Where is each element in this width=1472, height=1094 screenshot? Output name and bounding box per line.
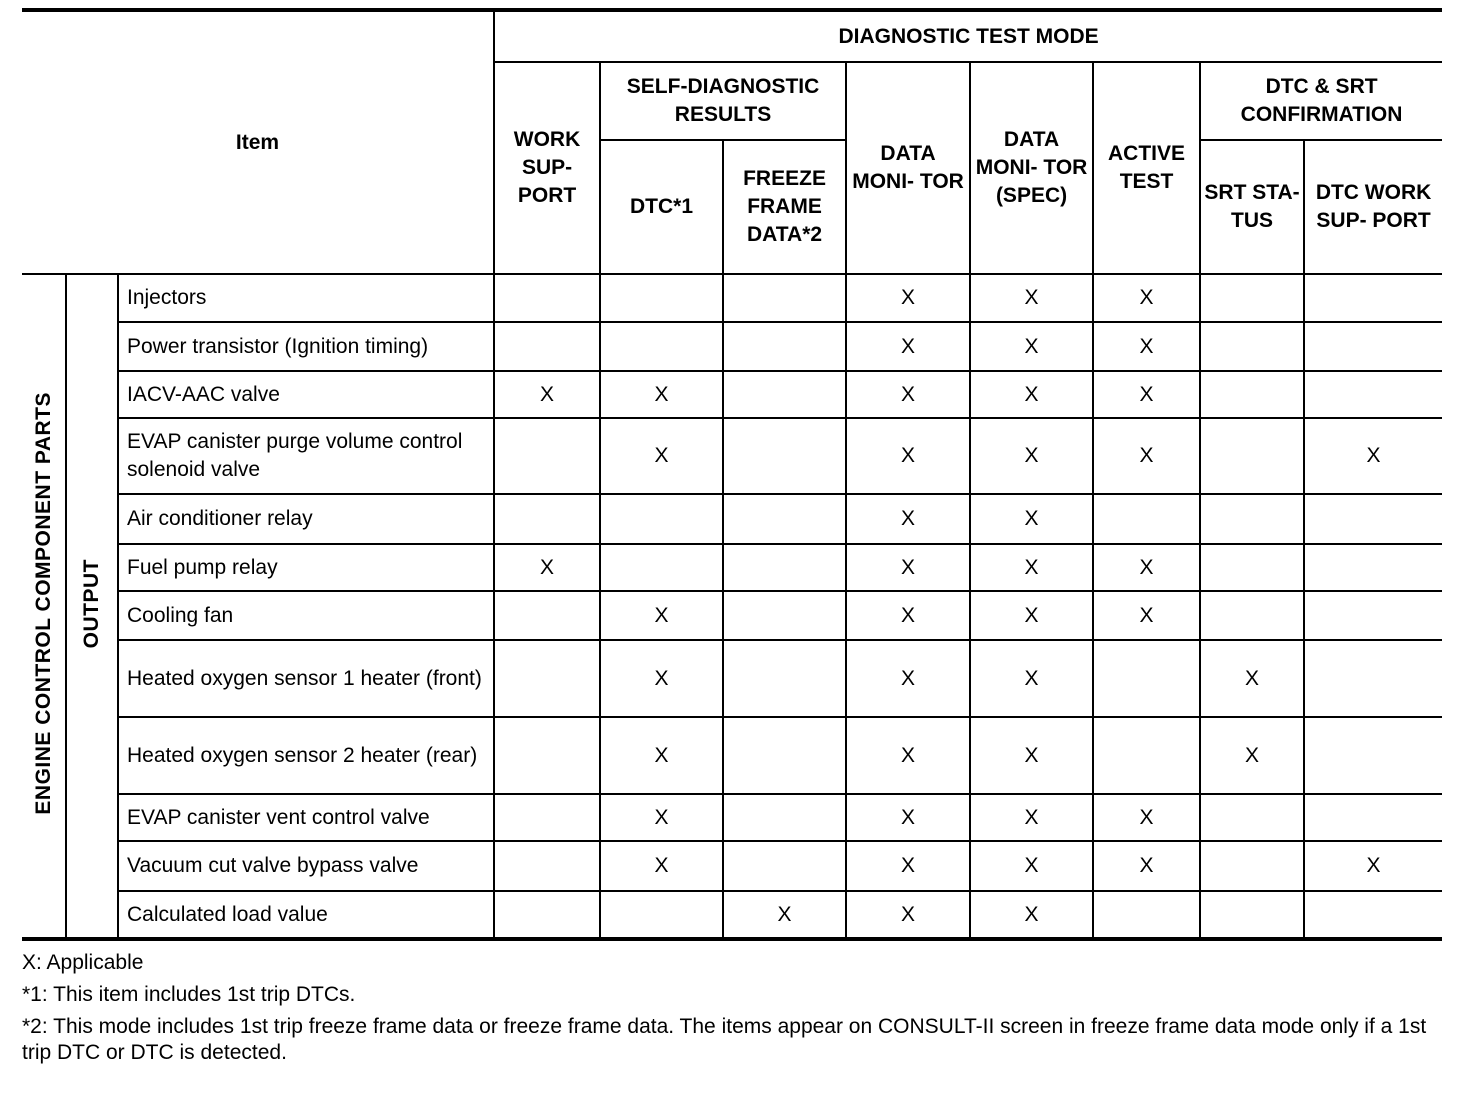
table-row — [22, 322, 1442, 371]
table-row — [22, 494, 1442, 544]
engine-control-label-text: ENGINE CONTROL COMPONENT PARTS — [31, 392, 55, 815]
srt-status-header: SRT STA- TUS — [1200, 140, 1304, 274]
table-row — [22, 717, 1442, 794]
applicable-mark-cell — [1304, 640, 1442, 717]
applicable-mark-cell — [723, 418, 846, 494]
self-diagnostic-results-header: SELF-DIAGNOSTIC RESULTS — [600, 62, 846, 140]
engine-control-side-label — [22, 274, 66, 939]
applicable-mark-cell — [723, 494, 846, 544]
diagnostic-mode-table — [22, 8, 1442, 941]
row-item-label: Calculated load value — [118, 891, 494, 939]
applicable-mark-cell — [1304, 544, 1442, 591]
applicable-mark-cell: X — [970, 794, 1093, 841]
applicable-mark-cell — [494, 891, 600, 939]
applicable-mark-cell — [494, 494, 600, 544]
applicable-mark-cell: X — [1093, 841, 1200, 891]
table-row — [22, 591, 1442, 640]
applicable-mark-cell — [1200, 891, 1304, 939]
applicable-mark-cell — [723, 841, 846, 891]
applicable-mark-cell — [1304, 322, 1442, 371]
applicable-mark-cell: X — [846, 591, 970, 640]
applicable-mark-cell — [1200, 544, 1304, 591]
applicable-mark-cell — [494, 841, 600, 891]
applicable-mark-cell — [494, 794, 600, 841]
data-monitor-spec-header: DATA MONI- TOR (SPEC) — [970, 62, 1093, 274]
applicable-mark-cell: X — [600, 717, 723, 794]
table-row — [22, 544, 1442, 591]
row-item-label: Heated oxygen sensor 2 heater (rear) — [118, 717, 494, 794]
applicable-mark-cell — [723, 640, 846, 717]
row-item-label: Power transistor (Ignition timing) — [118, 322, 494, 371]
applicable-mark-cell: X — [970, 494, 1093, 544]
applicable-mark-cell: X — [846, 794, 970, 841]
applicable-mark-cell: X — [600, 371, 723, 418]
applicable-mark-cell — [723, 371, 846, 418]
applicable-mark-cell — [1093, 891, 1200, 939]
applicable-mark-cell: X — [970, 717, 1093, 794]
applicable-mark-cell — [1304, 274, 1442, 322]
row-item-label: EVAP canister purge volume control solenoid valve — [118, 418, 494, 494]
applicable-mark-cell: X — [1304, 841, 1442, 891]
applicable-mark-cell: X — [1093, 274, 1200, 322]
legend-note: X: Applicable — [22, 951, 144, 974]
applicable-mark-cell — [723, 794, 846, 841]
applicable-mark-cell: X — [970, 841, 1093, 891]
diagnostic-test-mode-header: DIAGNOSTIC TEST MODE — [494, 10, 1442, 62]
row-item-label: EVAP canister vent control valve — [118, 794, 494, 841]
applicable-mark-cell: X — [846, 640, 970, 717]
table-row — [22, 274, 1442, 322]
applicable-mark-cell — [1093, 494, 1200, 544]
output-label-text: OUTPUT — [80, 558, 103, 649]
applicable-mark-cell — [1304, 717, 1442, 794]
applicable-mark-cell — [1304, 591, 1442, 640]
applicable-mark-cell: X — [970, 418, 1093, 494]
applicable-mark-cell: X — [600, 591, 723, 640]
row-item-label: Injectors — [118, 274, 494, 322]
dtc-work-support-header: DTC WORK SUP- PORT — [1304, 140, 1442, 274]
applicable-mark-cell: X — [846, 891, 970, 939]
applicable-mark-cell: X — [494, 544, 600, 591]
applicable-mark-cell: X — [600, 794, 723, 841]
applicable-mark-cell: X — [846, 717, 970, 794]
applicable-mark-cell — [1200, 494, 1304, 544]
applicable-mark-cell: X — [723, 891, 846, 939]
applicable-mark-cell: X — [970, 371, 1093, 418]
applicable-mark-cell: X — [1200, 717, 1304, 794]
applicable-mark-cell — [494, 274, 600, 322]
applicable-mark-cell — [1200, 591, 1304, 640]
applicable-mark-cell — [1200, 418, 1304, 494]
applicable-mark-cell: X — [846, 841, 970, 891]
applicable-mark-cell: X — [1093, 794, 1200, 841]
output-side-label — [66, 274, 118, 939]
applicable-mark-cell — [1304, 371, 1442, 418]
applicable-mark-cell — [600, 544, 723, 591]
table-row — [22, 794, 1442, 841]
applicable-mark-cell — [723, 591, 846, 640]
freeze-frame-data-header: FREEZE FRAME DATA*2 — [723, 140, 846, 274]
applicable-mark-cell — [1200, 371, 1304, 418]
active-test-header: ACTIVE TEST — [1093, 62, 1200, 274]
work-support-header: WORK SUP- PORT — [494, 62, 600, 274]
applicable-mark-cell — [723, 274, 846, 322]
applicable-mark-cell — [1200, 841, 1304, 891]
footnote-2: *2: This mode includes 1st trip freeze frame data or freeze frame data. The items appear on CONSULT-II screen in freeze frame data mode only if a 1st trip DTC or DTC is detected. — [22, 1015, 1427, 1064]
applicable-mark-cell — [494, 640, 600, 717]
applicable-mark-cell — [494, 591, 600, 640]
applicable-mark-cell — [723, 544, 846, 591]
applicable-mark-cell: X — [600, 841, 723, 891]
data-monitor-header: DATA MONI- TOR — [846, 62, 970, 274]
applicable-mark-cell — [600, 274, 723, 322]
applicable-mark-cell: X — [970, 591, 1093, 640]
applicable-mark-cell: X — [1093, 418, 1200, 494]
applicable-mark-cell: X — [1093, 322, 1200, 371]
applicable-mark-cell: X — [970, 544, 1093, 591]
applicable-mark-cell: X — [970, 274, 1093, 322]
applicable-mark-cell: X — [846, 494, 970, 544]
applicable-mark-cell: X — [846, 274, 970, 322]
item-header: Item — [22, 10, 494, 274]
applicable-mark-cell: X — [970, 640, 1093, 717]
applicable-mark-cell — [494, 418, 600, 494]
row-item-label: Air conditioner relay — [118, 494, 494, 544]
applicable-mark-cell — [1200, 794, 1304, 841]
applicable-mark-cell: X — [846, 322, 970, 371]
applicable-mark-cell — [494, 717, 600, 794]
table-row — [22, 640, 1442, 717]
applicable-mark-cell — [1093, 640, 1200, 717]
applicable-mark-cell: X — [846, 418, 970, 494]
applicable-mark-cell: X — [1304, 418, 1442, 494]
applicable-mark-cell — [1304, 494, 1442, 544]
row-item-label: Vacuum cut valve bypass valve — [118, 841, 494, 891]
applicable-mark-cell — [1200, 322, 1304, 371]
dtc-header: DTC*1 — [600, 140, 723, 274]
applicable-mark-cell: X — [1200, 640, 1304, 717]
applicable-mark-cell — [600, 891, 723, 939]
applicable-mark-cell — [1304, 891, 1442, 939]
table-row — [22, 891, 1442, 939]
footnote-1: *1: This item includes 1st trip DTCs. — [22, 983, 356, 1006]
applicable-mark-cell — [1200, 274, 1304, 322]
row-item-label: Heated oxygen sensor 1 heater (front) — [118, 640, 494, 717]
table-row — [22, 418, 1442, 494]
row-item-label: IACV-AAC valve — [118, 371, 494, 418]
applicable-mark-cell: X — [494, 371, 600, 418]
row-item-label: Fuel pump relay — [118, 544, 494, 591]
applicable-mark-cell: X — [1093, 591, 1200, 640]
applicable-mark-cell — [494, 322, 600, 371]
dtc-srt-confirmation-header: DTC & SRT CONFIRMATION — [1200, 62, 1442, 140]
applicable-mark-cell: X — [1093, 544, 1200, 591]
applicable-mark-cell — [723, 717, 846, 794]
applicable-mark-cell: X — [970, 322, 1093, 371]
applicable-mark-cell — [600, 322, 723, 371]
row-item-label: Cooling fan — [118, 591, 494, 640]
applicable-mark-cell — [600, 494, 723, 544]
applicable-mark-cell — [1304, 794, 1442, 841]
table-row — [22, 371, 1442, 418]
applicable-mark-cell: X — [970, 891, 1093, 939]
applicable-mark-cell: X — [846, 544, 970, 591]
applicable-mark-cell — [1093, 717, 1200, 794]
applicable-mark-cell: X — [600, 418, 723, 494]
applicable-mark-cell: X — [600, 640, 723, 717]
applicable-mark-cell: X — [1093, 371, 1200, 418]
table-row — [22, 841, 1442, 891]
footnotes — [22, 950, 1442, 1072]
applicable-mark-cell — [723, 322, 846, 371]
applicable-mark-cell: X — [846, 371, 970, 418]
